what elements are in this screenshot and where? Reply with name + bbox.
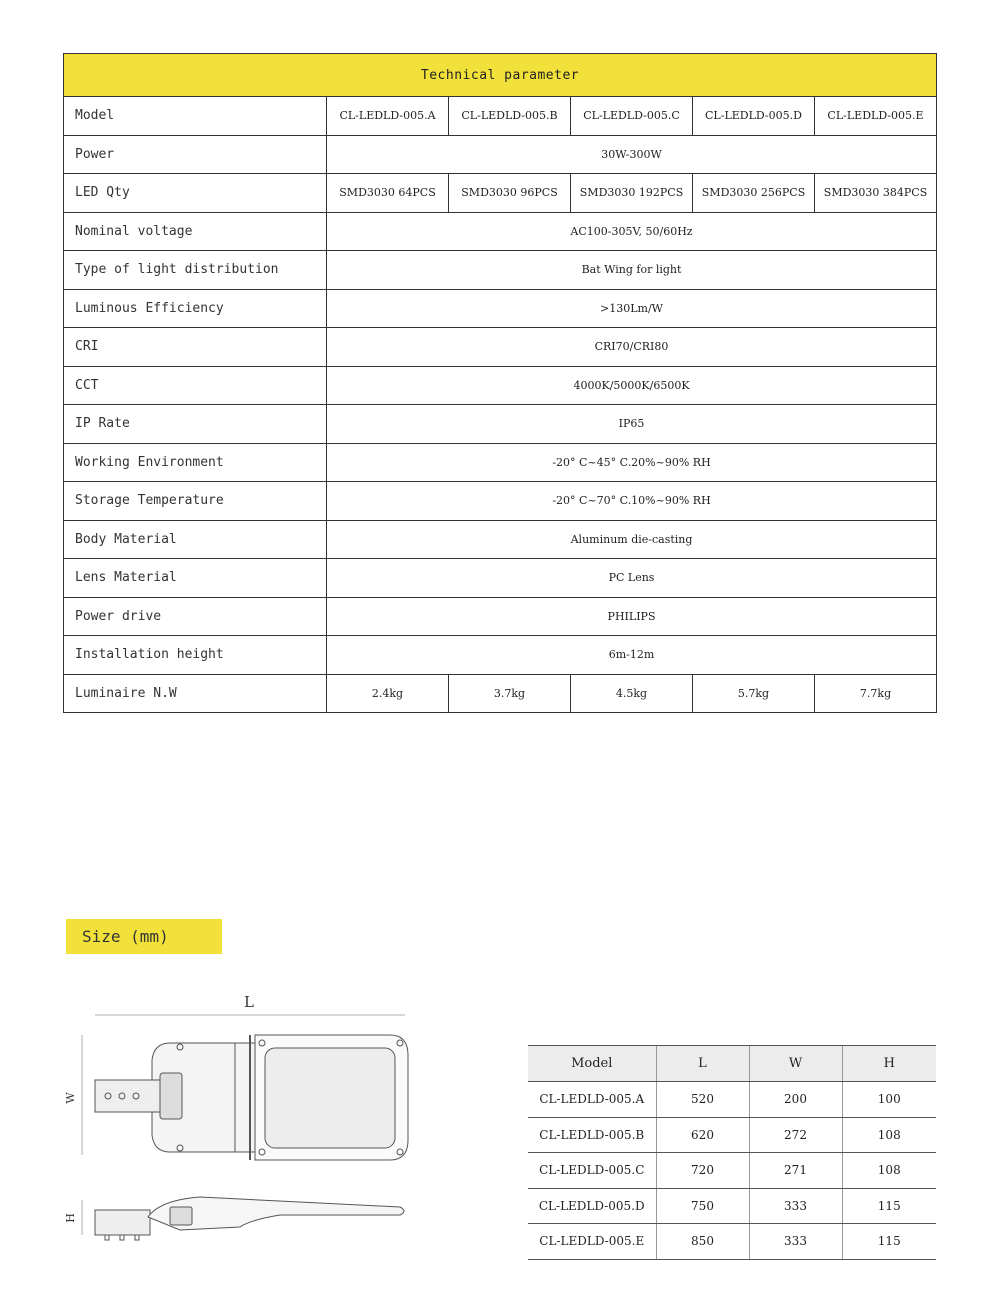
column-header: H	[842, 1046, 936, 1082]
cell: 620	[656, 1117, 749, 1153]
cell: CRI70/CRI80	[327, 328, 937, 367]
table-row	[64, 636, 937, 675]
table-row	[64, 520, 937, 559]
cell: 3.7kg	[449, 674, 571, 713]
cell: 108	[842, 1117, 936, 1153]
cell: 272	[749, 1117, 842, 1153]
cell: 750	[656, 1188, 749, 1224]
cell: 115	[842, 1188, 936, 1224]
table-row	[528, 1082, 936, 1118]
row-label: CCT	[64, 366, 327, 405]
table-row	[64, 251, 937, 290]
row-label: Luminaire N.W	[64, 674, 327, 713]
row-label: Lens Material	[64, 559, 327, 598]
cell: CL-LEDLD-005.B	[528, 1117, 656, 1153]
cell: 5.7kg	[693, 674, 815, 713]
row-label: Power	[64, 135, 327, 174]
row-label: Luminous Efficiency	[64, 289, 327, 328]
column-header: Model	[528, 1046, 656, 1082]
cell: 271	[749, 1153, 842, 1189]
cell: CL-LEDLD-005.B	[449, 97, 571, 136]
cell: 333	[749, 1224, 842, 1260]
cell: 100	[842, 1082, 936, 1118]
length-label: L	[244, 993, 254, 1011]
table-row	[64, 443, 937, 482]
cell: -20° C~45° C.20%~90% RH	[327, 443, 937, 482]
cell: SMD3030 256PCS	[693, 174, 815, 213]
cell: 108	[842, 1153, 936, 1189]
table-row	[64, 559, 937, 598]
cell: CL-LEDLD-005.C	[571, 97, 693, 136]
cell: IP65	[327, 405, 937, 444]
cell: 720	[656, 1153, 749, 1189]
cell: CL-LEDLD-005.D	[528, 1188, 656, 1224]
cell: CL-LEDLD-005.A	[327, 97, 449, 136]
table-title: Technical parameter	[64, 54, 937, 97]
row-label: Working Environment	[64, 443, 327, 482]
cell: 30W-300W	[327, 135, 937, 174]
row-label: Body Material	[64, 520, 327, 559]
cell: SMD3030 192PCS	[571, 174, 693, 213]
cell: CL-LEDLD-005.E	[815, 97, 937, 136]
table-row	[64, 97, 937, 136]
cell: Bat Wing for light	[327, 251, 937, 290]
table-row	[64, 212, 937, 251]
cell: -20° C~70° C.10%~90% RH	[327, 482, 937, 521]
cell: 200	[749, 1082, 842, 1118]
cell: 6m-12m	[327, 636, 937, 675]
top-view	[95, 1035, 408, 1160]
table-row	[64, 135, 937, 174]
cell: Aluminum die-casting	[327, 520, 937, 559]
cell: AC100-305V, 50/60Hz	[327, 212, 937, 251]
table-row	[64, 366, 937, 405]
cell: 7.7kg	[815, 674, 937, 713]
width-label: W	[64, 1092, 77, 1104]
height-label: H	[64, 1213, 77, 1223]
cell: 4.5kg	[571, 674, 693, 713]
row-label: Model	[64, 97, 327, 136]
cell: PC Lens	[327, 559, 937, 598]
row-label: Storage Temperature	[64, 482, 327, 521]
cell: 2.4kg	[327, 674, 449, 713]
row-label: LED Qty	[64, 174, 327, 213]
table-row	[64, 174, 937, 213]
row-label: IP Rate	[64, 405, 327, 444]
luminaire-dimension-drawing	[60, 985, 420, 1255]
cell: CL-LEDLD-005.C	[528, 1153, 656, 1189]
size-table	[528, 1045, 936, 1260]
table-row	[64, 674, 937, 713]
row-label: Nominal voltage	[64, 212, 327, 251]
table-row	[64, 482, 937, 521]
cell: CL-LEDLD-005.A	[528, 1082, 656, 1118]
cell: 333	[749, 1188, 842, 1224]
table-row	[528, 1153, 936, 1189]
table-row	[64, 405, 937, 444]
size-section-banner	[66, 919, 222, 954]
cell: SMD3030 96PCS	[449, 174, 571, 213]
column-header: W	[749, 1046, 842, 1082]
cell: 520	[656, 1082, 749, 1118]
cell: 115	[842, 1224, 936, 1260]
table-row	[528, 1117, 936, 1153]
cell: 4000K/5000K/6500K	[327, 366, 937, 405]
table-row	[528, 1188, 936, 1224]
cell: SMD3030 64PCS	[327, 174, 449, 213]
row-label: Type of light distribution	[64, 251, 327, 290]
table-row	[528, 1224, 936, 1260]
technical-parameter-table	[63, 53, 937, 713]
cell: >130Lm/W	[327, 289, 937, 328]
row-label: Installation height	[64, 636, 327, 675]
side-view	[95, 1197, 404, 1240]
row-label: CRI	[64, 328, 327, 367]
cell: PHILIPS	[327, 597, 937, 636]
table-row	[64, 289, 937, 328]
column-header: L	[656, 1046, 749, 1082]
cell: SMD3030 384PCS	[815, 174, 937, 213]
size-section-title: Size (mm)	[82, 927, 169, 946]
cell: 850	[656, 1224, 749, 1260]
table-row	[64, 328, 937, 367]
row-label: Power drive	[64, 597, 327, 636]
cell: CL-LEDLD-005.D	[693, 97, 815, 136]
table-row	[64, 597, 937, 636]
cell: CL-LEDLD-005.E	[528, 1224, 656, 1260]
